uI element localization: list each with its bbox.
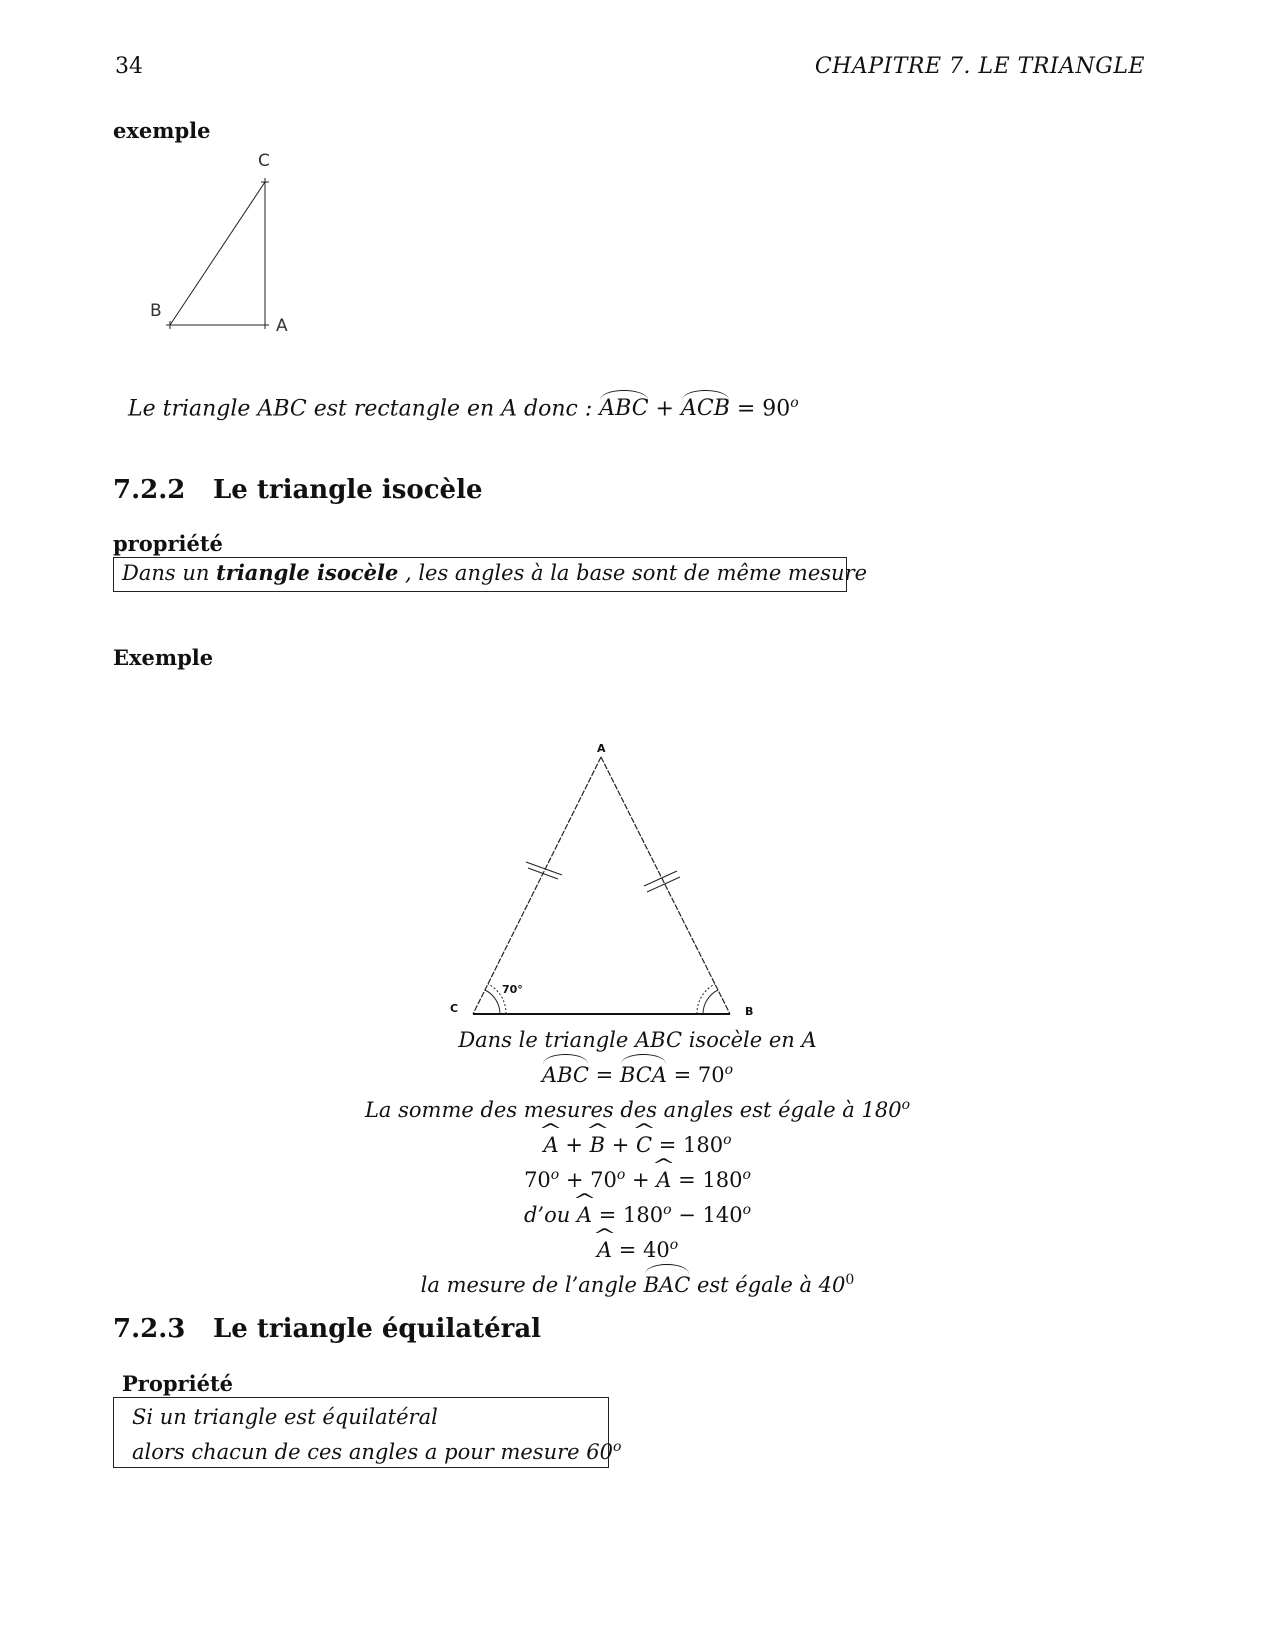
calculation-block: [0, 1025, 1275, 1300]
vertex-b-label: B: [745, 1005, 754, 1018]
vertex-c-label: C: [258, 151, 270, 171]
example2-label: Exemple: [113, 645, 214, 670]
angle-acb: ACB: [680, 396, 730, 422]
equilateral-property-box: [113, 1397, 622, 1468]
calc-line-7: ^ $A = 40^o$: [0, 1230, 1275, 1265]
property-label-2: Propriété: [122, 1371, 234, 1396]
calc-line-4: ^ A + ^ B + ^ $C = 180^o$: [0, 1125, 1275, 1160]
calc-line-3: La somme des mesures des angles est égale à 180$^o$: [364, 1097, 911, 1122]
calc-line-1: Dans le triangle ABC isocèle en A: [458, 1028, 817, 1052]
calc-line-5: $70^o + 70^o$ + ^ $A = 180^o$: [0, 1160, 1275, 1195]
chapter-title: CHAPITRE 7. LE TRIANGLE: [814, 54, 1145, 79]
angle-abc: ABC: [599, 396, 649, 422]
angle-70-label: 70°: [502, 983, 523, 996]
calc-line-8: la mesure de l’angle BAC est égale à $40^0$: [0, 1265, 1275, 1300]
calc-line-2: ABC = BCA = $70^o$: [0, 1055, 1275, 1090]
page-number: 34: [115, 54, 143, 79]
equilateral-line-2: alors chacun de ces angles a pour mesure 60$^o$: [132, 1439, 622, 1464]
right-triangle-figure: [140, 145, 310, 345]
section-723-heading: 7.2.3 Le triangle équilatéral: [113, 1314, 542, 1344]
isosceles-property-box: Dans un triangle isocèle , les angles à la base sont de même mesure: [113, 557, 847, 592]
example-label: exemple: [113, 118, 211, 143]
vertex-b-label: B: [150, 301, 162, 321]
vertex-a-label: A: [597, 742, 606, 755]
isosceles-triangle-figure: [440, 735, 780, 1030]
example1-caption: Le triangle ABC est rectangle en A donc : ABC + ACB = $90^o$: [128, 395, 799, 422]
vertex-a-label: A: [276, 316, 288, 336]
section-722-heading: 7.2.2 Le triangle isocèle: [113, 475, 483, 505]
equilateral-line-1: Si un triangle est équilatéral: [132, 1405, 438, 1429]
property-label: propriété: [113, 531, 223, 556]
vertex-c-label: C: [450, 1002, 459, 1015]
calc-line-6: d’ou ^ $A = 180^o - 140^o$: [0, 1195, 1275, 1230]
